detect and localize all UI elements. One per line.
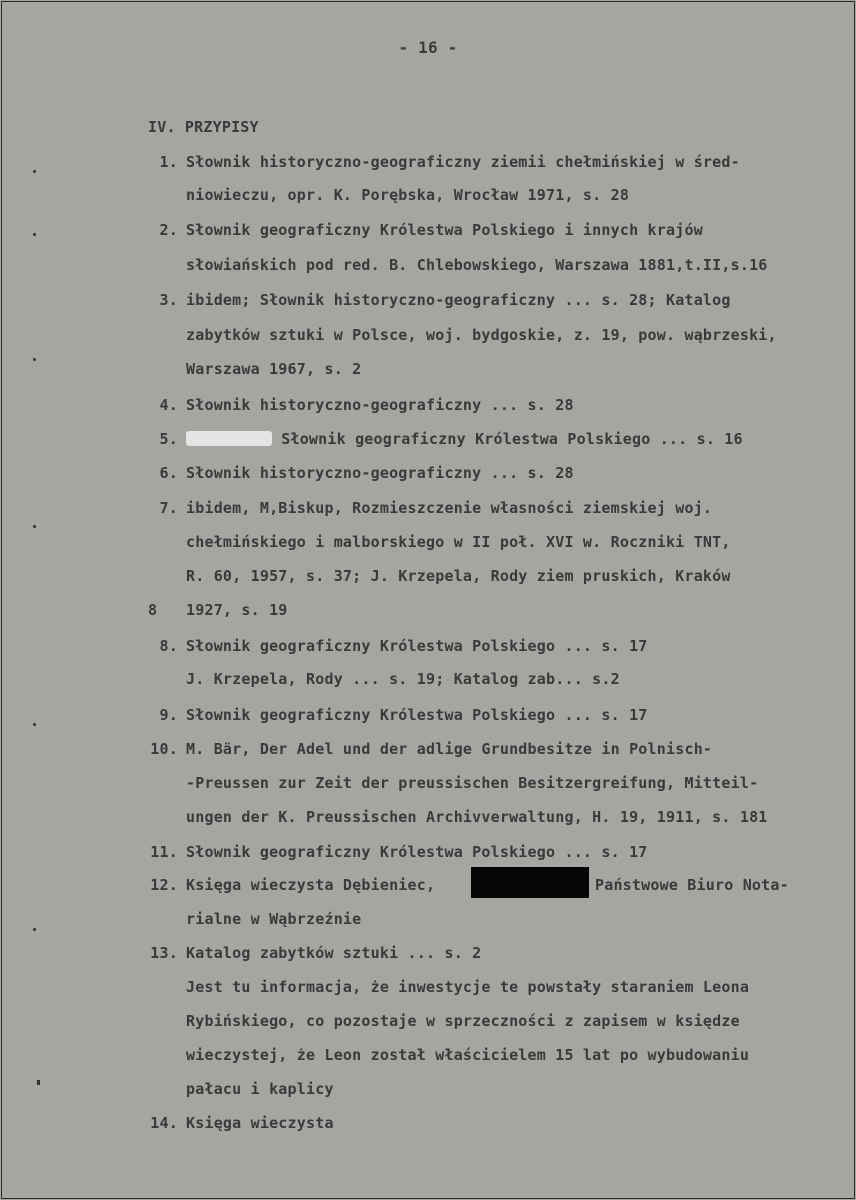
footnotes-list: 1. Słownik historyczno-geograficzny ziemii chełmińskiej w śred- niowieczu, opr. K. Porębska, Wrocław 1971, s. 28 2. Słownik geograficzny Królestwa Polskiego i innych krajów słowiańskich pod red. B. Chlebowskiego, Warszawa 1881,t.II,s.16 3. ibidem; Słownik historyczno-geograficzny ... s. 28; Katalog zabytków sztuki w Polsce, woj. bydgoskie, z. 19, pow. wąbrzeski, Warszawa 1967, s. 2 4. Słownik historyczno-geograficzny ... s. 28 5. Słownik geograficzny Królestwa Polskiego ... s. 16 6. Słownik historyczno-geograficzny ... s. 28 7. ibidem, M,Biskup, Rozmieszczenie własności ziemskiej woj. chełmińskiego i malborskiego w II poł. XVI w. Roczniki TNT, R. 60, 1957, s. 37; J. Krzepela, Rody ziem pruskich, Kraków 1927, s. 19 8. Słownik geograficzny Królestwa Polskiego ... s. 17 J. Krzepela, Rody ... s. 19; Katalog zab... s.2 9. Słownik geograficzny Królestwa Polskiego ... s. 17 10. M. Bär, Der Adel und der adlige Grundbesitze in Polnisch- -Preussen zur Zeit der preussischen Besitzergreifung, Mitteil- ungen der K. Preussischen Archivverwaltung, H. 19, 1911, s. 181 11. Słownik geograficzny Królestwa Polskiego ... s. 17 12. Księga wieczysta Dębieniec, Państwowe Biuro Nota- rialne w Wąbrzeźnie 13. Katalog zabytków sztuki ... s. 2 Jest tu informacja, że inwestycje te powstały staraniem Leona Rybińskiego, co pozostaje w sprzeczności z zapisem w księdze wieczystej, że Leon został właścicielem 15 lat po wybudowaniu pałacu i kaplicy 14. Księga wieczysta [150, 153, 789, 1132]
margin-annotation: 8 [148, 601, 158, 619]
redaction-mark [186, 431, 272, 446]
page-number: - 16 - [398, 38, 458, 57]
redaction-block [471, 867, 589, 898]
section-heading: IV. PRZYPISY [148, 118, 259, 136]
